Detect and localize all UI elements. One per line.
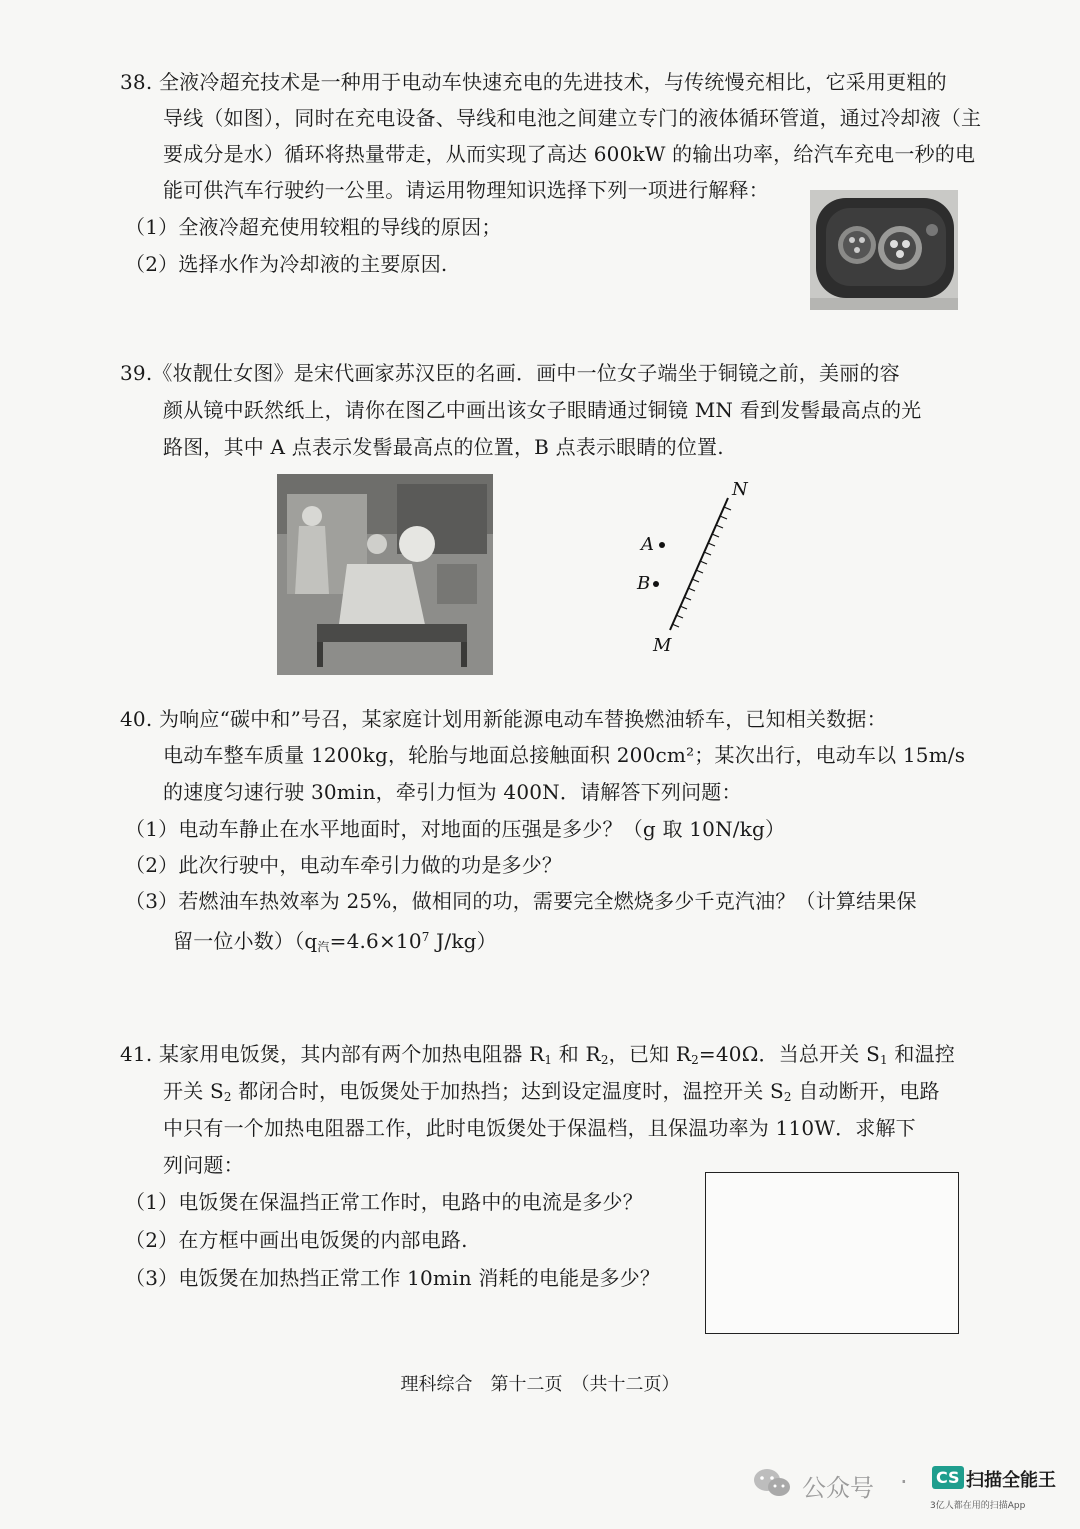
q39-line-3: 路图，其中 A 点表示发髻最高点的位置，B 点表示眼睛的位置. xyxy=(163,435,724,459)
mirror-diagram xyxy=(600,470,780,660)
q41-sub: 1 xyxy=(544,1053,553,1067)
q41-item-3: （3）电饭煲在加热挡正常工作 10min 消耗的电能是多少？ xyxy=(125,1266,661,1290)
cs-logo: CS xyxy=(932,1466,964,1489)
q41-text: ，已知 R xyxy=(608,1042,692,1066)
q41-line-3: 中只有一个加热电阻器工作，此时电饭煲处于保温档，且保温功率为 110W．求解下 xyxy=(163,1116,916,1140)
q41-sub: 2 xyxy=(691,1053,699,1067)
q41-text: 开关 S xyxy=(163,1079,224,1103)
painting-photo xyxy=(277,474,493,675)
q38-line-4: 能可供汽车行驶约一公里。请运用物理知识选择下列一项进行解释： xyxy=(163,178,769,202)
label-m: M xyxy=(653,635,672,656)
q41-text: =40Ω．当总开关 S xyxy=(698,1042,880,1066)
q41-line-2 xyxy=(163,1077,940,1111)
q41-sub: 2 xyxy=(783,1090,792,1104)
label-a: A xyxy=(641,534,654,555)
charging-port-photo xyxy=(810,190,958,310)
q41-sub: 2 xyxy=(223,1090,232,1104)
q41-sub: 2 xyxy=(600,1053,609,1067)
q38-line-1: 38. 全液冷超充技术是一种用于电动车快速充电的先进技术，与传统慢充相比，它采用更粗的 xyxy=(120,70,947,94)
mirror-line xyxy=(670,498,728,630)
q40-item-3: （3）若燃油车热效率为 25%，做相同的功，需要完全燃烧多少千克汽油？（计算结果保 xyxy=(125,889,917,913)
q38-line-2: 导线（如图），同时在充电设备、导线和电池之间建立专门的液体循环管道，通过冷却液（主 xyxy=(163,106,982,130)
q40-text: 留一位小数）（q xyxy=(173,929,318,953)
q40-item-1: （1）电动车静止在水平地面时，对地面的压强是多少？（g 取 10N/kg） xyxy=(125,817,786,841)
q40-item-3-cont xyxy=(173,923,497,961)
q39-line-1: 39.《妆靓仕女图》是宋代画家苏汉臣的名画．画中一位女子端坐于铜镜之前，美丽的容 xyxy=(120,361,900,385)
q40-item-2: （2）此次行驶中，电动车牵引力做的功是多少？ xyxy=(125,853,563,877)
q38-item-1: （1）全液冷超充使用较粗的导线的原因； xyxy=(125,215,502,239)
point-a xyxy=(659,542,665,548)
app-name: 扫描全能王 xyxy=(966,1470,1056,1491)
q41-text: 自动断开，电路 xyxy=(791,1079,940,1103)
q41-item-1: （1）电饭煲在保温挡正常工作时，电路中的电流是多少？ xyxy=(125,1190,643,1214)
q40-sup: 7 xyxy=(421,930,430,944)
q39-line-2: 颜从镜中跃然纸上，请你在图乙中画出该女子眼睛通过铜镜 MN 看到发髻最高点的光 xyxy=(163,398,922,422)
q40-sub: 汽 xyxy=(317,940,330,954)
q41-item-2: （2）在方框中画出电饭煲的内部电路. xyxy=(125,1228,468,1252)
q41-line-1 xyxy=(120,1040,955,1074)
q38-line-3: 要成分是水）循环将热量带走，从而实现了高达 600kW 的输出功率，给汽车充电一秒的电 xyxy=(163,142,976,166)
wechat-label: 公众号 xyxy=(802,1474,874,1502)
mirror-svg xyxy=(600,470,780,660)
q41-text: 都闭合时，电饭煲处于加热挡；达到设定温度时，温控开关 S xyxy=(231,1079,784,1103)
point-b xyxy=(653,581,659,587)
circuit-drawing-box[interactable] xyxy=(705,1172,959,1334)
q41-line-4: 列问题： xyxy=(163,1153,244,1177)
q40-text: J/kg） xyxy=(429,929,497,953)
q41-sub: 1 xyxy=(879,1053,888,1067)
mirror-hatching xyxy=(672,507,731,627)
q41-text: 和 R xyxy=(552,1042,601,1066)
q41-text: 和温控 xyxy=(887,1042,955,1066)
q40-line-2: 电动车整车质量 1200kg，轮胎与地面总接触面积 200cm²；某次出行，电动车以 15m/s xyxy=(163,743,966,767)
label-n: N xyxy=(732,479,748,500)
app-tagline: 3亿人都在用的扫描App xyxy=(930,1501,1026,1511)
q40-text: =4.6×10 xyxy=(329,929,422,953)
q40-line-1: 40. 为响应“碳中和”号召，某家庭计划用新能源电动车替换燃油轿车，已知相关数据： xyxy=(120,707,887,731)
watermark-dot: · xyxy=(900,1468,908,1496)
q38-item-2: （2）选择水作为冷却液的主要原因. xyxy=(125,252,448,276)
page-footer: 理科综合 第十二页 （共十二页） xyxy=(400,1374,680,1395)
q41-text: 41. 某家用电饭煲，其内部有两个加热电阻器 R xyxy=(120,1042,545,1066)
q40-line-3: 的速度匀速行驶 30min，牵引力恒为 400N．请解答下列问题： xyxy=(163,780,742,804)
wechat-icon xyxy=(752,1466,792,1500)
label-b: B xyxy=(637,573,651,594)
